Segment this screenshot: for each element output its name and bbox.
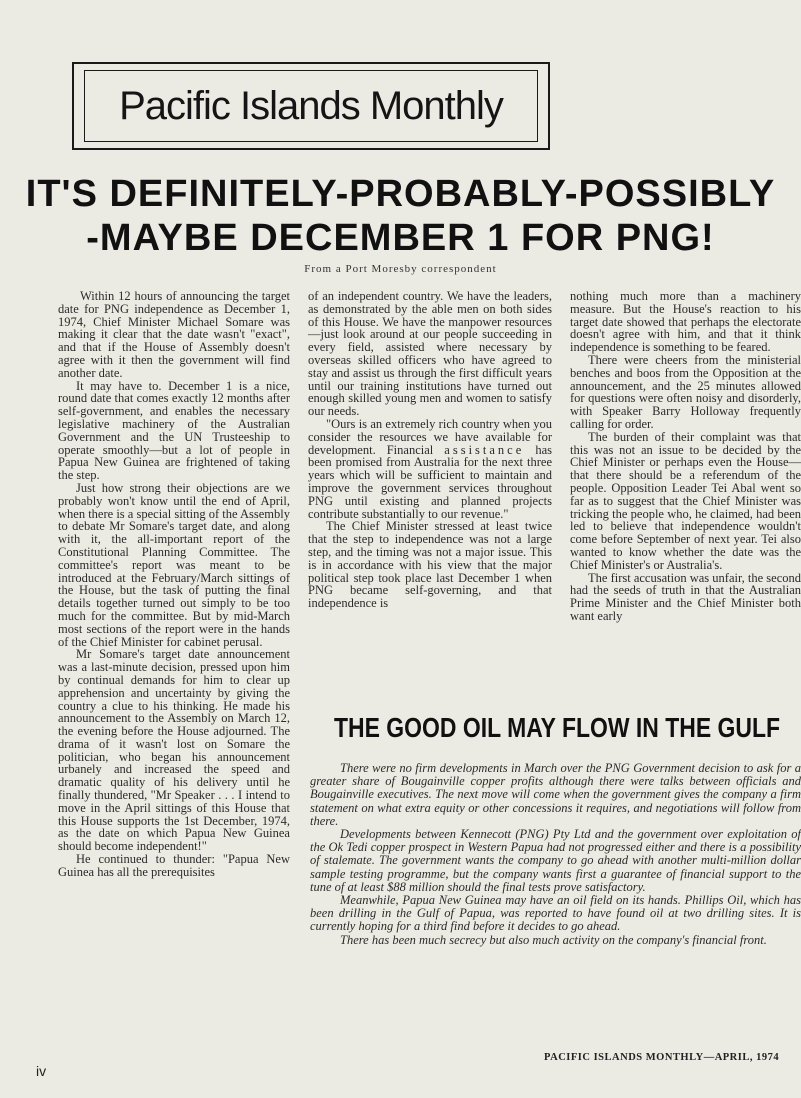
article-paragraph: Mr Somare's target date announcement was a last-minute decision, pressed upon him by continual demands for him to clear up apprehension and uncertainty by giving the country a clue to his thinking. He made his announcement to the Assembly on March 12, the evening before the House adjourned. The drama of it wasn't lost on Somare the politician, who began his announcement urbanely and increased the speed and dramatic quality of his delivery until he finally thundered, "Mr Speaker . . . I intend to move in the April sittings of this House that this House supports the 1st December, 1974, as the date on which Papua New Guinea should become independent!" [58,647,290,854]
article-paragraph: of an independent country. We have the leaders, as demonstrated by the able men on both sides of this House. We have the manpower resources—just look around at our people succeeding in every field, assisted where necessary by overseas skilled officers who have agreed to stay and assist us through the first difficult years until our training institutions have turned out enough skilled young men and women to satisfy our needs. [308,289,552,419]
sidebar-paragraph: Meanwhile, Papua New Guinea may have an oil field on its hands. Phillips Oil, which has been drilling in the Gulf of Papua, was reported to have found oil at two drilling sites. It is currently hoping for a third find before it decides to go ahead. [310,893,801,934]
article-paragraph: He continued to thunder: "Papua New Guinea has all the prerequisites [58,852,290,879]
headline-line-2: -MAYBE DECEMBER 1 FOR PNG! [86,217,715,259]
sidebar-paragraph: There has been much secrecy but also much activity on the company's financial front. [340,932,767,947]
article-paragraph [308,418,552,520]
sidebar-paragraph: There were no firm developments in March over the PNG Government decision to ask for a greater share of Bougainville copper profits although there were talks between officials and Bougainville executives. The next move will come when the government gives the company a firm statement on what extra equity or other concessions it requires, and negotiations will follow from there. [310,762,801,828]
article-paragraph: Within 12 hours of announcing the target date for PNG independence as December 1, 1974, Chief Minister Michael Somare was making it clear that the date wasn't "exact", and that if the House of Assembly doesn't agree with it then the government will find another date. [58,289,290,380]
page-number: iv [36,1063,47,1079]
article-column-1 [58,290,290,879]
article-paragraph: It may have to. December 1 is a nice, round date that comes exactly 12 months after self-government, and enables the necessary legislative machinery of the Australian Government and the UN Trusteeship to operate smoothly—but a lot of people in Papua New Guinea are frightened of taking the step. [58,378,290,483]
spaced-word: assistance [444,442,525,457]
article-column-2 [308,290,552,610]
article-paragraph: Just how strong their objections are we probably won't know until the end of April, when there is a special sitting of the Assembly to debate Mr Somare's target date, and along with it, the all-important report of the Constitutional Planning Committee. The committee's report was meant to be introduced at the February/March sittings of the House, but the task of putting the final details together turned out simply to be too much for the committee. But by mid-March most sections of the report were in the hands of the Chief Minister for cabinet perusal. [58,480,290,649]
running-head: PACIFIC ISLANDS MONTHLY—APRIL, 1974 [544,1052,780,1063]
sidebar-box [310,762,801,947]
article-paragraph: There were cheers from the ministerial benches and boos from the Opposition at the announcement, and the 25 minutes allowed for questions were often noisy and disorderly, with Speaker Barry Holloway frequently calling for order. [570,352,801,431]
article-paragraph: The burden of their complaint was that this was not an issue to be decided by the Chief Minister or perhaps even the House—that there should be a referendum of the people. Opposition Leader Tei Abal went so far as to suggest that the Chief Minister was tricking the people who, he claimed, had been led to believe that independence wouldn't come before September of next year. Tei also wanted to know whether the date was the Chief Minister's or Australia's. [570,429,801,572]
masthead-box [72,62,550,150]
masthead-title: Pacific Islands Monthly [119,83,503,128]
headline [0,172,801,260]
byline: From a Port Moresby correspondent [304,263,497,275]
article-paragraph: The Chief Minister stressed at least twice that the step to independence was not a large step, and the timing was not a major issue. This is in accordance with his view that the major political step took place last December 1 when PNG became self-governing, and that independence is [308,519,552,611]
article-column-3 [570,290,801,623]
sidebar-paragraph: Developments between Kennecott (PNG) Pty Ltd and the government over exploitation of the Ok Tedi copper prospect in Western Papua had not progressed either and there is a possibility of stalemate. The government wants the company to go ahead with another multi-million dollar sample testing programme, but the company wants first a guarantee of financial support to the tune of at least $88 million should the final tests prove satisfactory. [310,827,801,894]
article-paragraph: The first accusation was unfair, the second had the seeds of truth in that the Australian Prime Minister and the Chief Minister both want early [570,570,801,623]
article-paragraph: nothing much more than a machinery measure. But the House's reaction to his target date showed that perhaps the electorate doesn't agree with him, and that it think independence is something to be feared. [570,290,801,355]
article-text: has been promised from Australia for the next three years which will be sufficient to maintain and improve the government services throughout PNG until existing and planned projects contribute substantially to our revenue." [308,442,552,521]
sidebar-heading: THE GOOD OIL MAY FLOW IN THE GULF [334,712,781,743]
masthead-inner-border [84,70,538,142]
article-text: "Ours is an extremely rich country when you consider the resources we have available for development. Financial [308,416,552,457]
headline-line-1: IT'S DEFINITELY-PROBABLY-POSSIBLY [25,173,776,215]
